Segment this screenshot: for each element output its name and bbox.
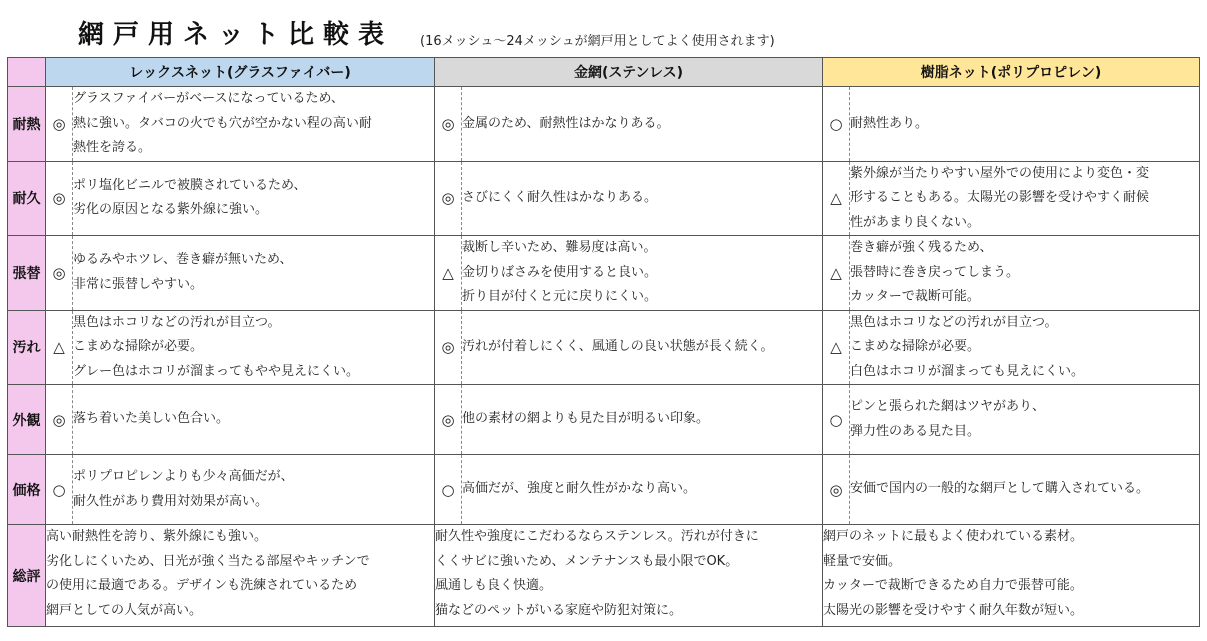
summary-line: カッターで裁断できるため自力で張替可能。	[823, 578, 1083, 593]
summary-line: 高い耐熱性を誇り、紫外線にも強い。	[46, 529, 268, 544]
cell-line: さびにくく耐久性はかなりある。	[462, 190, 658, 205]
cell-line: グラスファイバーがベースになっているため、	[73, 91, 344, 106]
table-row	[8, 236, 1200, 311]
cell-line: 金属のため、耐熱性はかなりある。	[462, 115, 670, 131]
summary-cell	[46, 525, 435, 627]
cell-line: ゆるみやホツレ、巻き癖が無いため、	[73, 252, 293, 268]
row-label: 汚れ	[8, 310, 46, 385]
cell-line: 劣化の原因となる紫外線に強い。	[73, 202, 269, 218]
summary-label: 総評	[8, 525, 46, 627]
cell-line: 折り目が付くと元に戻りにくい。	[462, 289, 658, 304]
cell-line: 紫外線が当たりやすい屋外での使用により変色・変	[850, 165, 1150, 181]
cell-line: 裁断し辛いため、難易度は高い。	[462, 240, 657, 255]
cell-text	[850, 87, 1200, 162]
row-label: 耐熱	[8, 87, 46, 162]
rating-symbol: ◎	[823, 455, 850, 525]
cell-line: 熱性を誇る。	[73, 140, 152, 155]
summary-line: 軽量で安価。	[823, 553, 902, 569]
cell-line: 熱に強い。タバコの火でも穴が空かない程の高い耐	[73, 115, 372, 131]
rating-symbol: ◎	[435, 161, 462, 236]
cell-line: 安価で国内の一般的な網戸として購入されている。	[850, 481, 1150, 497]
row-label: 張替	[8, 236, 46, 311]
column-header-rex: レックスネット(グラスファイバー)	[46, 58, 435, 87]
rating-symbol: △	[435, 236, 462, 311]
cell-line: 張替時に巻き戻ってしまう。	[850, 264, 1020, 280]
cell-line: 耐熱性あり。	[850, 115, 929, 131]
page-title: 網戸用ネット比較表	[78, 20, 394, 50]
rating-symbol: ◎	[46, 87, 73, 162]
rating-symbol: △	[823, 161, 850, 236]
cell-line: 高価だが、強度と耐久性がかなり高い。	[462, 481, 697, 497]
comparison-table	[7, 57, 1200, 627]
rating-symbol: △	[823, 310, 850, 385]
cell-text	[462, 87, 823, 162]
cell-line: 金切りばさみを使用すると良い。	[462, 264, 658, 280]
rating-symbol: ○	[823, 87, 850, 162]
summary-row	[8, 525, 1200, 627]
summary-line: 網戸のネットに最もよく使われている素材。	[823, 529, 1084, 544]
rating-symbol: ○	[435, 455, 462, 525]
title-row	[0, 0, 1207, 56]
cell-line: 落ち着いた美しい色合い。	[73, 411, 230, 427]
cell-text	[73, 161, 435, 236]
summary-line: の使用に最適である。デザインも洗練されているため	[46, 578, 358, 593]
rating-symbol: ○	[46, 455, 73, 525]
cell-line: 白色はホコリが溜まっても見えにくい。	[850, 363, 1085, 379]
rating-symbol: ◎	[46, 161, 73, 236]
row-label: 外観	[8, 385, 46, 455]
column-header-jushi: 樹脂ネット(ポリプロピレン)	[823, 58, 1200, 87]
summary-line: 耐久性や強度にこだわるならステンレス。汚れが付きに	[435, 529, 759, 544]
table-row	[8, 87, 1200, 162]
cell-text	[73, 87, 435, 162]
cell-line: ポリプロピレンよりも少々高価だが、	[73, 469, 294, 484]
cell-line: 弾力性のある見た目。	[850, 423, 981, 439]
cell-text	[850, 385, 1200, 455]
cell-text	[73, 310, 435, 385]
rating-symbol: ○	[823, 385, 850, 455]
cell-line: 形することもある。太陽光の影響を受けやすく耐候	[850, 190, 1150, 205]
cell-text	[462, 236, 823, 311]
rating-symbol: ◎	[435, 310, 462, 385]
summary-cell	[435, 525, 823, 627]
cell-text	[850, 161, 1200, 236]
rating-symbol: ◎	[435, 385, 462, 455]
cell-text	[850, 455, 1200, 525]
row-label: 価格	[8, 455, 46, 525]
rating-symbol: ◎	[46, 236, 73, 311]
cell-line: こまめな掃除が必要。	[850, 339, 981, 354]
cell-line: カッターで裁断可能。	[850, 289, 980, 304]
table-row	[8, 310, 1200, 385]
summary-line: 太陽光の影響を受けやすく耐久年数が短い。	[823, 602, 1084, 618]
table-row	[8, 385, 1200, 455]
summary-line: 風通しも良く快適。	[435, 578, 553, 593]
summary-line: 猫などのペットがいる家庭や防犯対策に。	[435, 602, 683, 618]
cell-line: 汚れが付着しにくく、風通しの良い状態が長く続く。	[462, 339, 774, 354]
cell-line: 巻き癖が強く残るため、	[850, 240, 993, 255]
cell-line: 黒色はホコリなどの汚れが目立つ。	[73, 314, 281, 330]
page-subtitle: (16メッシュ〜24メッシュが網戸用としてよく使用されます)	[420, 34, 775, 49]
cell-text	[73, 385, 435, 455]
cell-text	[462, 385, 823, 455]
table-row	[8, 161, 1200, 236]
cell-text	[462, 310, 823, 385]
summary-cell	[823, 525, 1200, 627]
cell-text	[850, 310, 1200, 385]
cell-line: 性があまり良くない。	[850, 214, 981, 230]
summary-line: 劣化しにくいため、日光が強く当たる部屋やキッチンで	[46, 553, 370, 569]
cell-line: 他の素材の網よりも見た目が明るい印象。	[462, 411, 710, 427]
rating-symbol: ◎	[435, 87, 462, 162]
table-row	[8, 455, 1200, 525]
cell-line: グレー色はホコリが溜まってもやや見えにくい。	[73, 363, 360, 379]
cell-text	[462, 161, 823, 236]
cell-line: ピンと張られた網はツヤがあり、	[850, 399, 1046, 414]
summary-line: くくサビに強いため、メンテナンスも最小限でOK。	[435, 553, 739, 569]
cell-line: 耐久性があり費用対効果が高い。	[73, 493, 269, 509]
cell-text	[73, 455, 435, 525]
cell-text	[850, 236, 1200, 311]
header-row	[8, 58, 1200, 87]
rating-symbol: ◎	[46, 385, 73, 455]
cell-text	[73, 236, 435, 311]
cell-line: ポリ塩化ビニルで被膜されているため、	[73, 177, 307, 193]
cell-text	[462, 455, 823, 525]
summary-line: 網戸としての人気が高い。	[46, 602, 203, 618]
header-corner	[8, 58, 46, 87]
column-header-kanaami: 金網(ステンレス)	[435, 58, 823, 87]
rating-symbol: △	[823, 236, 850, 311]
cell-line: こまめな掃除が必要。	[73, 339, 204, 354]
rating-symbol: △	[46, 310, 73, 385]
cell-line: 黒色はホコリなどの汚れが目立つ。	[850, 314, 1058, 330]
cell-line: 非常に張替しやすい。	[73, 276, 204, 292]
row-label: 耐久	[8, 161, 46, 236]
